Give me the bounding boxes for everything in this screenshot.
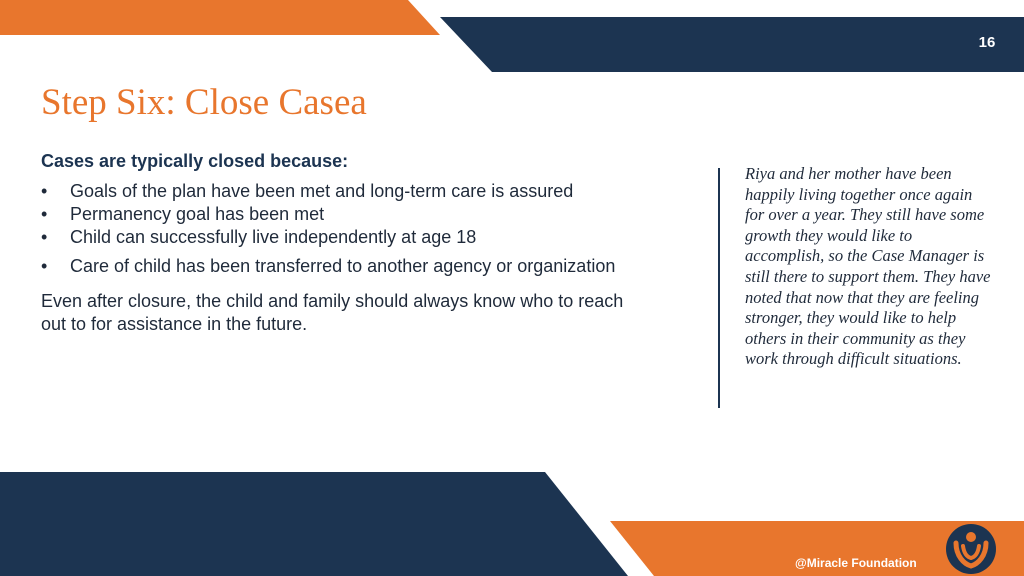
miracle-foundation-logo-icon [945,523,997,575]
closing-note: Even after closure, the child and family should always know who to reach out to for assistance in the future. [41,291,624,334]
bullet-icon: • [41,256,48,276]
bullet-icon: • [41,181,48,201]
top-navy-band [440,17,1024,72]
slide-number: 16 [978,34,996,51]
bullet-icon: • [41,227,48,247]
bullet-text: Goals of the plan have been met and long-term care is assured [70,181,574,201]
bottom-navy-band [0,472,628,576]
list-item [41,226,641,249]
bullet-icon: • [41,204,48,224]
case-story-quote: Riya and her mother have been happily living together once again for over a year. They still have some growth they would like to accomplish, so the Case Manager is still there to support them. They have noted that now that they are feeling stronger, they would like to help others in their community as they work through difficult situations. [745,164,991,369]
reasons-intro: Cases are typically closed because: [41,151,349,171]
slide-title: Step Six: Close Casea [41,82,367,123]
bullet-text: Permanency goal has been met [70,204,325,224]
footer-credit: @Miracle Foundation [795,556,917,570]
list-item [41,203,641,226]
bullet-text: Care of child has been transferred to another agency or organization [70,256,616,276]
vertical-divider [718,168,720,408]
list-item [41,180,641,203]
case-closure-reasons [41,150,641,336]
reasons-list [41,180,641,278]
bullet-text: Child can successfully live independently at age 18 [70,227,477,247]
top-orange-band [0,0,440,35]
list-item [41,255,641,278]
